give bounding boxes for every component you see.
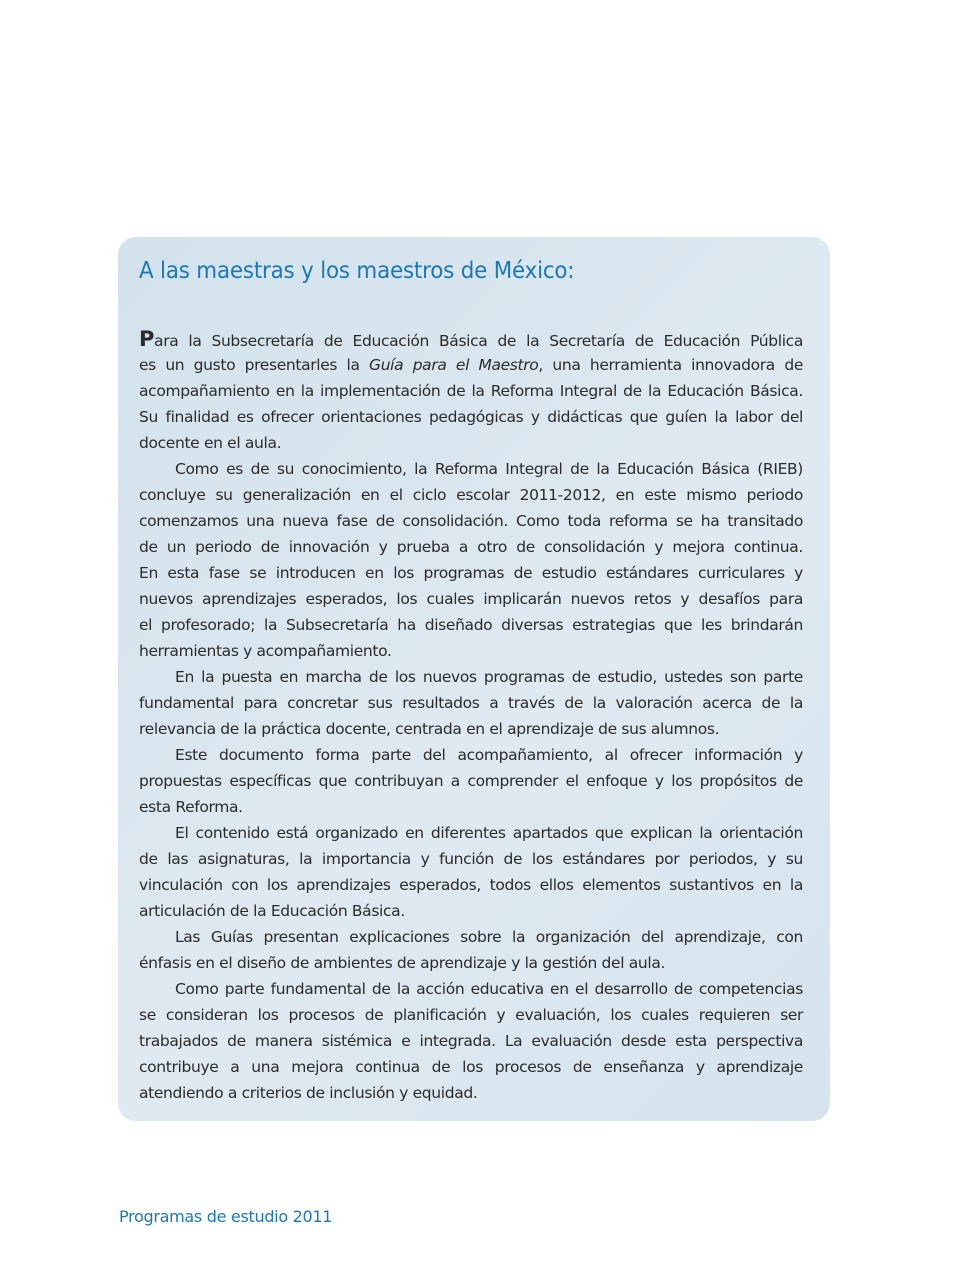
letter-body	[139, 326, 803, 1106]
text-line: En esta fase se introducen en los programas de estudio estándares curriculares y	[139, 564, 803, 582]
text-line: acompañamiento en la implementación de la Reforma Integral de la Educación Básica.	[139, 382, 803, 400]
text-line: relevancia de la práctica docente, centrada en el aprendizaje de sus alumnos.	[139, 720, 720, 738]
text-line: nuevos aprendizajes esperados, los cuales implicarán nuevos retos y desafíos para	[139, 590, 803, 608]
text-line: esta Reforma.	[139, 798, 243, 816]
text-line: Como parte fundamental de la acción educativa en el desarrollo de competencias	[175, 980, 803, 998]
text-line	[139, 326, 803, 352]
text-line: fundamental para concretar sus resultados a través de la valoración acerca de la	[139, 694, 803, 712]
text-line: El contenido está organizado en diferentes apartados que explican la orientación	[175, 824, 803, 842]
footer-title: Programas de estudio 2011	[119, 1207, 333, 1226]
text-line: de las asignaturas, la importancia y función de los estándares por periodos, y su	[139, 850, 803, 868]
page-title: A las maestras y los maestros de México:	[139, 258, 575, 284]
text-line: se consideran los procesos de planificación y evaluación, los cuales requieren ser	[139, 1006, 803, 1024]
line-text: ara la Subsecretaría de Educación Básica de la Secretaría de Educación Pública	[154, 332, 803, 350]
line-text: es un gusto presentarles la	[139, 356, 370, 374]
text-line: énfasis en el diseño de ambientes de aprendizaje y la gestión del aula.	[139, 954, 666, 972]
text-line: Este documento forma parte del acompañamiento, al ofrecer información y	[175, 746, 803, 764]
text-line: contribuye a una mejora continua de los procesos de enseñanza y aprendizaje	[139, 1058, 803, 1076]
text-line: Como es de su conocimiento, la Reforma Integral de la Educación Básica (RIEB)	[175, 460, 803, 478]
text-line: Las Guías presentan explicaciones sobre la organización del aprendizaje, con	[175, 928, 803, 946]
text-line: trabajados de manera sistémica e integrada. La evaluación desde esta perspectiva	[139, 1032, 803, 1050]
text-line: concluye su generalización en el ciclo escolar 2011-2012, en este mismo periodo	[139, 486, 803, 504]
text-line: atendiendo a criterios de inclusión y equidad.	[139, 1084, 478, 1102]
text-line	[139, 352, 803, 378]
text-line: articulación de la Educación Básica.	[139, 902, 405, 920]
text-line: Su finalidad es ofrecer orientaciones pedagógicas y didácticas que guíen la labor del	[139, 408, 803, 426]
text-line: el profesorado; la Subsecretaría ha diseñado diversas estrategias que les brindarán	[139, 616, 803, 634]
line-text: , una herramienta innovadora de	[538, 356, 804, 374]
text-line: En la puesta en marcha de los nuevos programas de estudio, ustedes son parte	[175, 668, 803, 686]
drop-cap: P	[139, 327, 155, 351]
text-line: comenzamos una nueva fase de consolidación. Como toda reforma se ha transitado	[139, 512, 803, 530]
guide-title: Guía para el Maestro	[369, 356, 539, 374]
text-line: de un periodo de innovación y prueba a otro de consolidación y mejora continua.	[139, 538, 803, 556]
text-line: herramientas y acompañamiento.	[139, 642, 392, 660]
text-line: docente en el aula.	[139, 434, 282, 452]
text-line: vinculación con los aprendizajes esperados, todos ellos elementos sustantivos en la	[139, 876, 803, 894]
text-line: propuestas específicas que contribuyan a comprender el enfoque y los propósitos de	[139, 772, 803, 790]
